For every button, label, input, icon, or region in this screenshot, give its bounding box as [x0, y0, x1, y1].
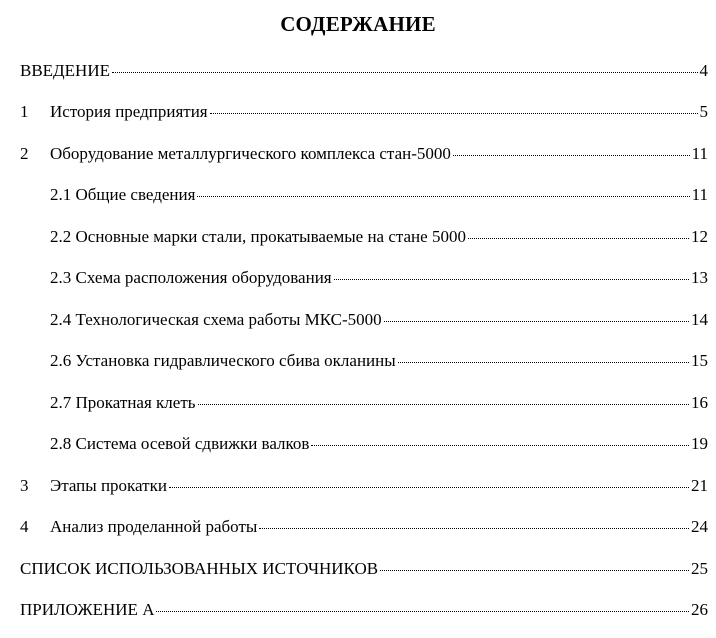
toc-entry-text: 2.1 Общие сведения — [50, 185, 196, 204]
toc-entry-text: 2.3 Схема расположения оборудования — [50, 268, 332, 287]
toc-entry-text: 2.6 Установка гидравлического сбива окланины — [50, 351, 396, 370]
toc-section-number: 1 — [20, 102, 29, 121]
dot-leader — [259, 528, 689, 529]
toc-page-number: 11 — [691, 144, 708, 163]
dot-leader — [384, 321, 689, 322]
toc-entry-section-2-7 — [50, 392, 708, 414]
toc-page-number: 21 — [691, 476, 708, 495]
dot-leader — [311, 445, 689, 446]
toc-entry-section-2-8 — [50, 433, 708, 455]
dot-leader — [112, 72, 698, 73]
toc-entry-section-2-2 — [50, 226, 708, 248]
toc-entry-text: История предприятия — [50, 102, 208, 121]
toc-entry-section-2-1 — [50, 184, 708, 206]
toc-page-number: 13 — [691, 268, 708, 287]
toc-page-number: 24 — [691, 517, 708, 536]
dot-leader — [198, 404, 690, 405]
toc-entry-section-1 — [20, 101, 708, 123]
toc-entry-text: 2.8 Система осевой сдвижки валков — [50, 434, 310, 453]
dot-leader — [398, 362, 689, 363]
toc-entry-text: 2.2 Основные марки стали, прокатываемые на стане 5000 — [50, 227, 466, 246]
toc-entry-text: ВВЕДЕНИЕ — [20, 61, 110, 80]
toc-entry-text: 2.7 Прокатная клеть — [50, 393, 196, 412]
toc-entry-section-4 — [20, 516, 708, 538]
toc-entry-references — [20, 558, 708, 580]
toc-entry-text: Анализ проделанной работы — [50, 517, 258, 536]
toc-entry-appendix-a — [20, 599, 708, 621]
page-title: СОДЕРЖАНИЕ — [280, 12, 436, 36]
toc-section-number: 3 — [20, 476, 29, 495]
toc-page-number: 11 — [691, 185, 708, 204]
toc-page-number: 14 — [691, 310, 708, 329]
toc-page-number: 15 — [691, 351, 708, 370]
toc-page-number: 12 — [691, 227, 708, 246]
dot-leader — [197, 196, 689, 197]
toc-entry-section-2-6 — [50, 350, 708, 372]
toc-section-number: 4 — [20, 517, 29, 536]
toc-entry-section-2 — [20, 143, 708, 165]
dot-leader — [169, 487, 689, 488]
toc-page-number: 26 — [691, 600, 708, 619]
toc-page-number: 4 — [699, 61, 708, 80]
toc-entry-text: Оборудование металлургического комплекса стан-5000 — [50, 144, 451, 163]
toc-page-number: 5 — [699, 102, 708, 121]
toc-entry-text: ПРИЛОЖЕНИЕ А — [20, 600, 155, 619]
toc-page-number: 25 — [691, 559, 708, 578]
dot-leader — [380, 570, 689, 571]
dot-leader — [468, 238, 689, 239]
toc-page-number: 19 — [691, 434, 708, 453]
toc-entry-section-2-3 — [50, 267, 708, 289]
toc-entry-section-3 — [20, 475, 708, 497]
dot-leader — [156, 611, 689, 612]
dot-leader — [210, 113, 698, 114]
dot-leader — [334, 279, 689, 280]
toc-entry-introduction — [20, 60, 708, 82]
toc-section-number: 2 — [20, 144, 29, 163]
toc-entry-section-2-4 — [50, 309, 708, 331]
toc-entry-text: СПИСОК ИСПОЛЬЗОВАННЫХ ИСТОЧНИКОВ — [20, 559, 379, 578]
toc-page-number: 16 — [691, 393, 708, 412]
toc-entry-text: 2.4 Технологическая схема работы МКС-5000 — [50, 310, 382, 329]
toc-entry-text: Этапы прокатки — [50, 476, 167, 495]
dot-leader — [453, 155, 690, 156]
